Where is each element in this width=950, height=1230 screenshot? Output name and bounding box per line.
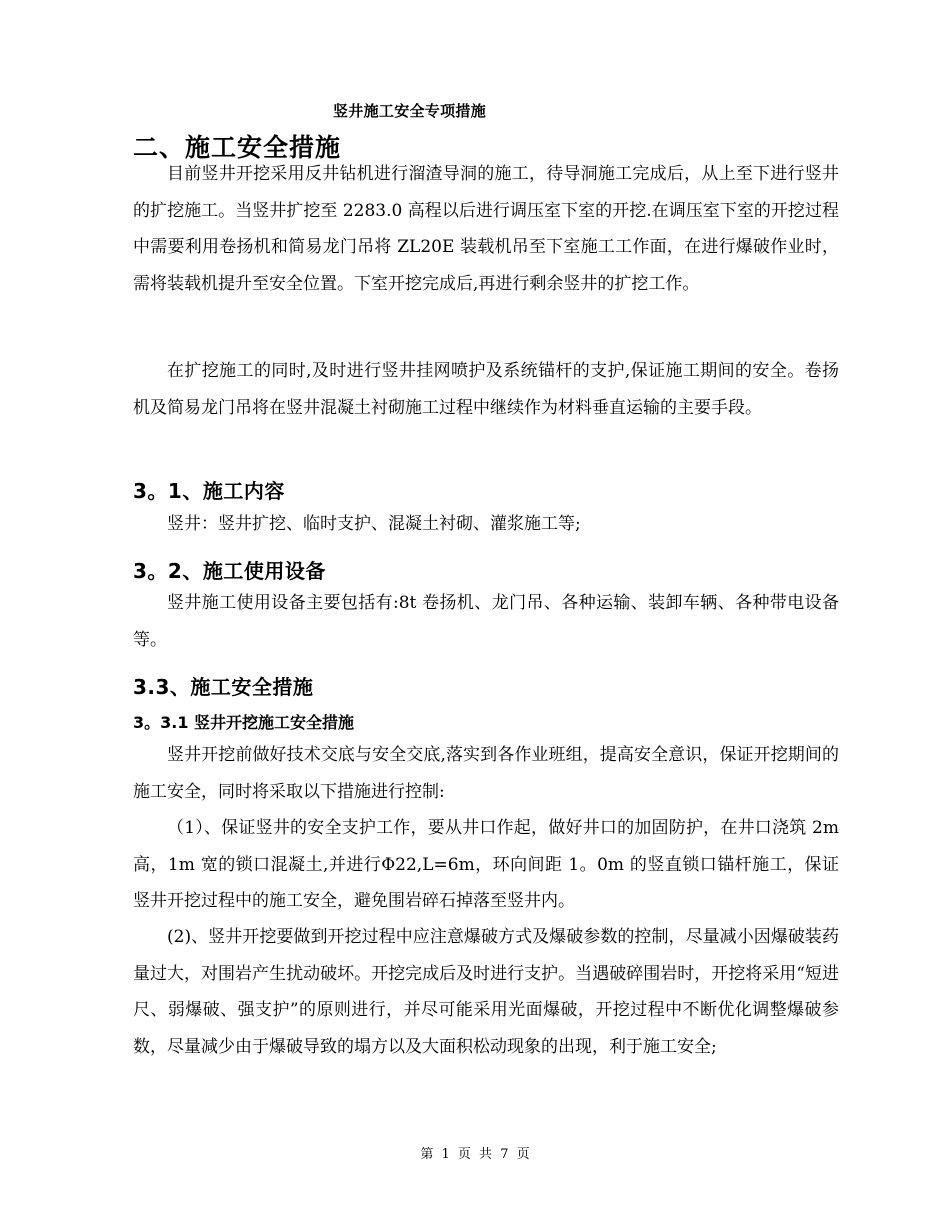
measure-item-2: (2)、竖井开挖要做到开挖过程中应注意爆破方式及爆破参数的控制，尽量减小因爆破装药量过大，对围岩产生扰动破坏。开挖完成后及时进行支护。当遇破碎围岩时，开挖将采用“短进尺、弱爆破、强支护”的原则进行，并尽可能采用光面爆破，开挖过程中不断优化调整爆破参数，尽量减少由于爆破导致的塌方以及大面积松动现象的出现，利于施工安全; [133,927,839,1057]
subsubsection-heading-3-3-1: 3。3.1 竖井开挖施工安全措施 [133,713,355,732]
subsection-heading-3-2: 3。2、施工使用设备 [133,559,326,583]
page-number-footer: 第 1 页 共 7 页 [420,1147,530,1162]
subsection-text-3-1: 竖井：竖井扩挖、临时支护、混凝土衬砌、灌浆施工等; [167,514,581,534]
section-heading: 二、施工安全措施 [133,133,342,162]
intro-paragraph-1: 目前竖井开挖采用反井钻机进行溜渣导洞的施工，待导洞施工完成后，从上至下进行竖井的扩挖施工。当竖井扩挖至 2283.0 高程以后进行调压室下室的开挖.在调压室下室的开挖过程中需要利用卷扬机和简易龙门吊将 ZL20E 装载机吊至下室施工工作面，在进行爆破作业时，需将装载机提升至安全位置。下室开挖完成后,再进行剩余竖井的扩挖工作。 [133,164,839,294]
subsection-heading-3-1: 3。1、施工内容 [133,479,285,503]
intro-paragraph-2: 在扩挖施工的同时,及时进行竖井挂网喷护及系统锚杆的支护,保证施工期间的安全。卷扬机及简易龙门吊将在竖井混凝土衬砌施工过程中继续作为材料垂直运输的主要手段。 [133,361,839,418]
subsection-heading-3-3: 3.3、施工安全措施 [133,675,314,699]
measure-item-1: （1）、保证竖井的安全支护工作，要从井口作起，做好井口的加固防护，在井口浇筑 2m 高，1m 宽的锁口混凝土,并进行Φ22,L=6m，环向间距 1。0m 的竖直锁口锚杆施工，保证竖井开挖过程中的施工安全，避免围岩碎石掉落至竖井内。 [133,818,839,911]
subsection-text-3-2: 竖井施工使用设备主要包括有:8t 卷扬机、龙门吊、各种运输、装卸车辆、各种带电设备等。 [133,593,839,650]
measures-paragraph: 竖井开挖前做好技术交底与安全交底,落实到各作业班组，提高安全意识，保证开挖期间的施工安全，同时将采取以下措施进行控制: [133,745,839,802]
page-header: 竖井施工安全专项措施 [333,102,487,120]
